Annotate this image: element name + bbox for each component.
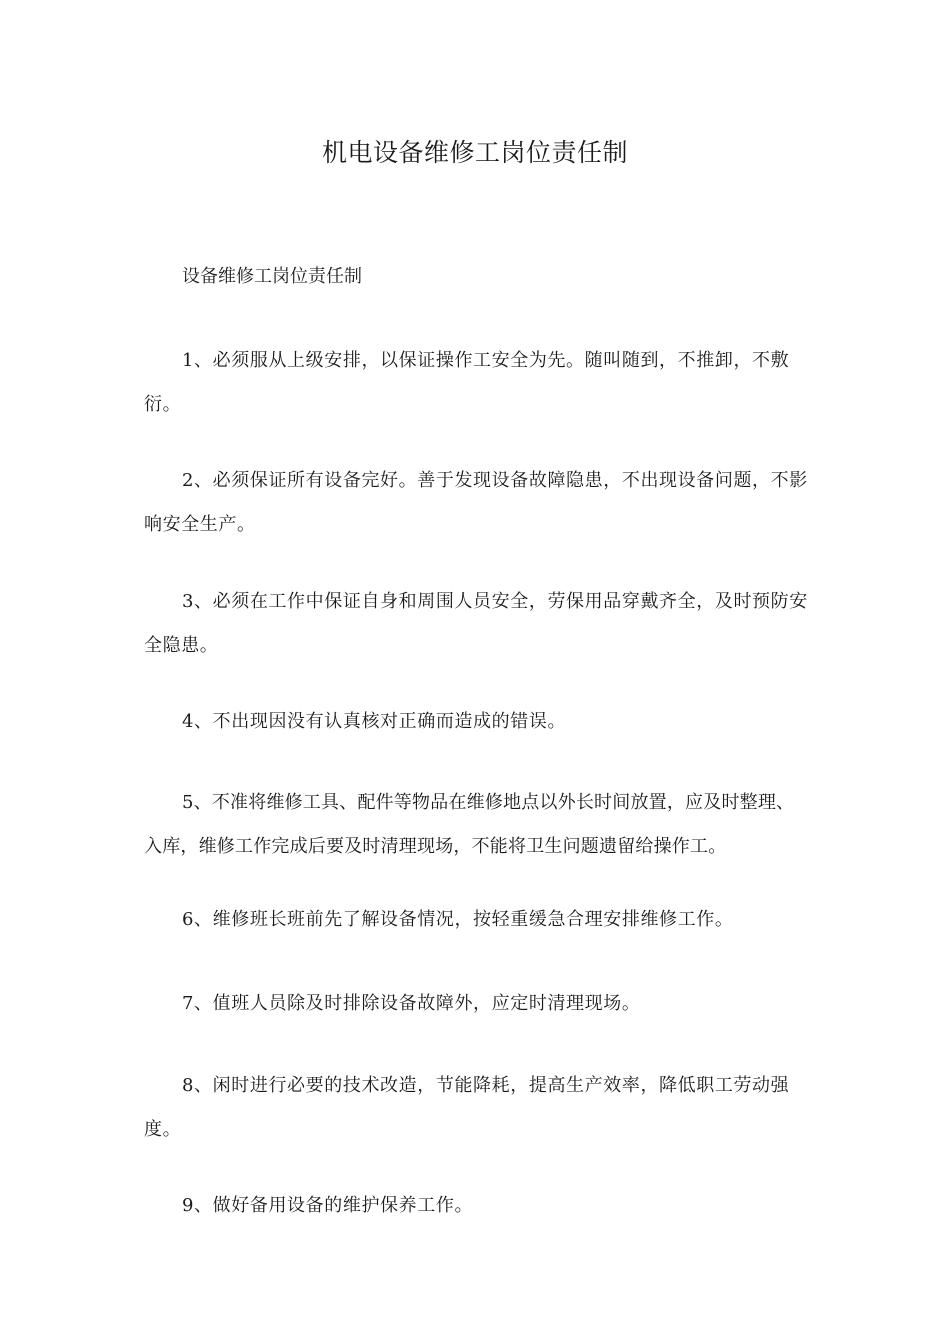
duty-item-2: 2、必须保证所有设备完好。善于发现设备故障隐患，不出现设备问题，不影响安全生产。 — [144, 470, 808, 535]
duty-item-8: 8、闲时进行必要的技术改造，节能降耗，提高生产效率，降低职工劳动强度。 — [144, 1075, 790, 1140]
duty-item-6: 6、维修班长班前先了解设备情况，按轻重缓急合理安排维修工作。 — [182, 909, 734, 930]
document-subtitle: 设备维修工岗位责任制 — [182, 266, 362, 287]
duty-item-7: 7、值班人员除及时排除设备故障外，应定时清理现场。 — [182, 993, 641, 1014]
duty-item-1: 1、必须服从上级安排，以保证操作工安全为先。随叫随到，不推卸，不敷衍。 — [144, 350, 790, 415]
duty-item-9: 9、做好备用设备的维护保养工作。 — [182, 1195, 474, 1216]
duty-item-4: 4、不出现因没有认真核对正确而造成的错误。 — [182, 711, 567, 732]
document-title: 机电设备维修工岗位责任制 — [321, 138, 628, 167]
duty-item-3: 3、必须在工作中保证自身和周围人员安全，劳保用品穿戴齐全，及时预防安全隐患。 — [144, 591, 808, 656]
duty-item-5: 5、不准将维修工具、配件等物品在维修地点以外长时间放置，应及时整理、入库，维修工作完成后要及时清理现场，不能将卫生问题遗留给操作工。 — [144, 792, 795, 857]
